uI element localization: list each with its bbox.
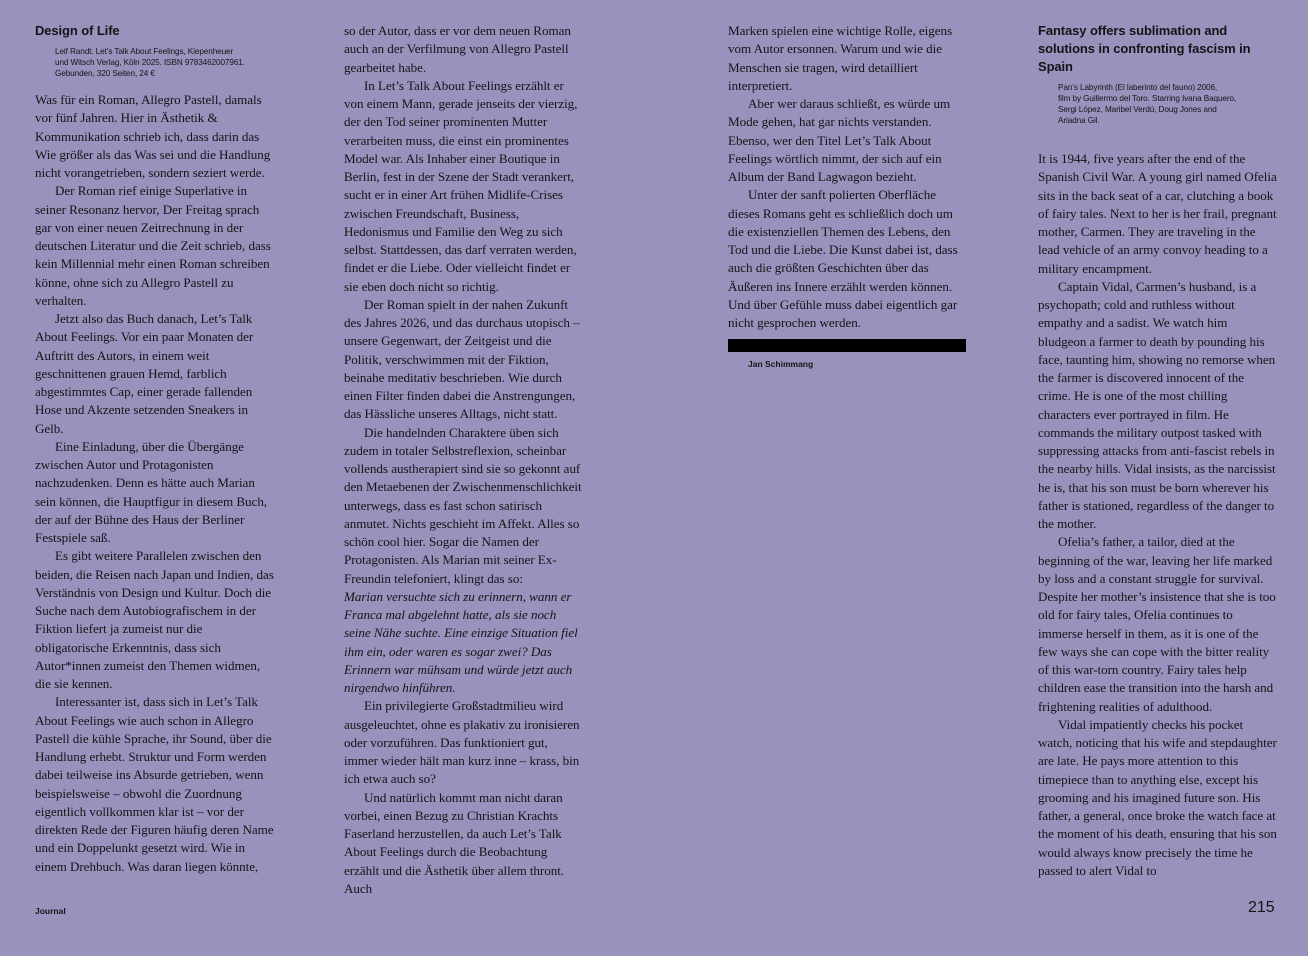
author-name: Jan Schimmang [748,359,814,370]
paragraph: Es gibt weitere Parallelen zwischen den beiden, die Reisen nach Japan und Indien, das Verständnis von Design und Kultur. Doch die Suche nach dem Autobiografischem in der Fiktion liefert ja zumeist nur die obligatorische Erkenntnis, dass sich Autor*innen zumeist den Themen widmen, die sie kennen. [35,548,274,691]
paragraph: Was für ein Roman, Allegro Pastell, damals vor fünf Jahren. Hier in Ästhetik & Kommunikation schrieb ich, dass darin das Wie größer als das Was sei und die Handlung nicht vorangetrieben, sondern seziert werde. [35,92,271,180]
column-2 [344,22,584,898]
article-body [344,22,584,898]
article-body [1038,150,1278,880]
block-quote: Marian versuchte sich zu erinnern, wann er Franca mal abgelehnt hatte, als sie noch seine Nähe suchte. Eine einzige Situation fiel ihm ein, oder waren es sogar zwei? Das Erinnern war mühsam und würde jetzt auch nirgendwo hinführen. [344,588,578,695]
paragraph: Unter der sanft polierten Oberfläche dieses Romans geht es schließlich doch um die existenziellen Themen des Lebens, den Tod und die Liebe. Die Kunst dabei ist, dass auch die größten Geschichten über das Äußeren ins Innere erzählt werden können. Und über Gefühle muss dabei eigentlich gar nicht gesprochen werden. [728,187,958,330]
paragraph: Ein privilegierte Großstadtmilieu wird ausgeleuchtet, ohne es plakativ zu ironisieren oder vorzuführen. Das funktioniert gut, immer wieder hält man kurz inne – krass, bin ich etwa auch so? [344,698,580,787]
paragraph: Jetzt also das Buch danach, Let’s Talk About Feelings. Vor ein paar Monaten der Auftritt des Autors, in einem weit geschnittenen grauen Hemd, farblich abgestimmtes Cap, einer gerade fallenden Hose und Akzente setzenden Sneakers in Gelb. [35,311,254,436]
article-heading: Design of Life [35,23,120,38]
article-body [728,22,966,332]
article-body [35,91,275,876]
paragraph: In Let’s Talk About Feelings erzählt er von einem Mann, gerade jenseits der vierzig, der den Tod seiner prominenten Mutter verarbeiten muss, die einst ein prominentes Model war. Als Inhaber einer Boutique in Berlin, fest in der Szene der Stadt verankert, sucht er in einer Art frühen Midlife-Crises zwischen Freundschaft, Business, Hedonismus und Familie den Weg zu sich selbst. Stattdessen, das darf verraten werden, findet er die Liebe. Oder vielleicht findet er sie eben doch nicht so richtig. [344,77,578,294]
paragraph: Und natürlich kommt man nicht daran vorbei, einen Bezug zu Christian Krachts Faserland herzustellen, da auch Let’s Talk About Feelings durch die Beobachtung erzählt und die Ästhetik über allem thront. Auch [344,789,565,896]
paragraph: Eine Einladung, über die Übergänge zwischen Autor und Protagonisten nachzudenken. Denn es hätte auch Marian sein können, die Hauptfigur in diesem Buch, der auf der Bühne des Haus der Berliner Festspiele saß. [35,438,268,545]
column-3 [728,22,966,369]
paragraph: It is 1944, five years after the end of the Spanish Civil War. A young girl named Ofelia sits in the back seat of a car, clutching a book of fairy tales. Next to her is her frail, pregnant mother, Carmen. They are traveling in the lead vehicle of an army convoy heading to a military encampment. [1038,151,1277,276]
paragraph: Ofelia’s father, a tailor, died at the beginning of the war, leaving her life marked by loss and a constant struggle for survival. Despite her mother’s insistence that she is too old for fairy tales, Ofelia continues to immerse herself in them, as it is one of the few ways she can cope with the bitter reality of this war-torn country. Fairy tales help children ease the transition into the harsh and frightening realities of adulthood. [1038,534,1276,714]
film-info: Pan’s Labyrinth (El laberinto del fauno) 2006, film by Guillermo del Toro. Starring Ivana Baquero, Sergi López, Maribel Verdú, Doug Jones and Ariadna Gil. [1058,83,1237,125]
paragraph: Captain Vidal, Carmen’s husband, is a psychopath; cold and ruthless without empathy and a sadist. We watch him bludgeon a farmer to death by pounding his face, taunting him, showing no remorse when the farmer is discovered innocent of the crime. He is one of the most chilling characters ever portrayed in film. He commands the military outpost tasked with suppressing attacks from anti-fascist rebels in the nearby hills. Vidal insists, as the narcissist he is, that his son must be born wherever his father is stationed, regardless of the danger to the mother. [1038,278,1276,531]
paragraph: Interessanter ist, dass sich in Let’s Talk About Feelings wie auch schon in Allegro Pastell die kühle Sprache, ihr Sound, über die Handlung erhebt. Struktur und Form werden dabei teilweise ins Absurde getrieben, wenn beispielsweise – obwohl die Zuordnung eigentlich vollkommen klar ist – vor der direkten Rede der Figuren häufig deren Name und ein Doppelunkt gesetzt wird. Wie in einem Drehbuch. Was daran liegen könnte, [35,694,274,874]
paragraph: Der Roman spielt in der nahen Zukunft des Jahres 2026, und das durchaus utopisch – unsere Gegenwart, der Zeitgeist und die Politik, verschwimmen mit der Fiktion, beinahe meditativ beschrieben. Wie durch einen Filter finden dabei die Anstrengungen, das Hässliche unseres Alltags, nicht statt. [344,296,580,422]
page-number: 215 [1248,899,1275,916]
author-bar [728,339,966,352]
paragraph: Vidal impatiently checks his pocket watch, noticing that his wife and stepdaughter are late. He pays more attention to this timepiece than to anything else, except his grooming and his imagined future son. His father, a general, once broke the watch face at the moment of his death, ensuring that his son would always know precisely the time he passed to alert Vidal to [1038,716,1277,878]
book-info: Leif Randt. Let’s Talk About Feelings, Kiepenheuer und Witsch Verlag, Köln 2025. ISBN 9783462007961. Gebunden, 320 Seiten, 24 € [55,47,245,78]
column-4 [1038,22,1278,880]
paragraph: so der Autor, dass er vor dem neuen Roman auch an der Verfilmung von Allegro Pastell gearbeitet habe. [344,23,571,75]
paragraph: Die handelnden Charaktere üben sich zudem in totaler Selbstreflexion, scheinbar vollends austherapiert sind sie so gekonnt auf den Metaebenen der Zwischenmenschlichkeit unterwegs, dass es fast schon satirisch anmutet. Nichts geschieht im Affekt. Alles so schön cool hier. Sogar die Namen der Protagonisten. Als Marian mit seiner Ex-Freundin telefoniert, klingt das so: [344,424,582,586]
paragraph: Marken spielen eine wichtige Rolle, eigens vom Autor ersonnen. Warum und wie die Menschen sie tragen, wird detailliert interpretiert. [728,23,953,93]
article-heading: Fantasy offers sublimation and solutions in confronting fascism in Spain [1038,23,1251,74]
column-1 [35,22,275,876]
section-label: Journal [35,906,66,916]
paragraph: Der Roman rief einige Superlative in seiner Resonanz hervor, Der Freitag sprach gar von einer neuen Zeitrechnung in der deutschen Literatur und die Zeit schrieb, dass kein Millennial mehr einen Roman schreiben könne, ohne sich zu Allegro Pastell zu verhalten. [35,183,271,308]
paragraph: Aber wer daraus schließt, es würde um Mode gehen, hat gar nichts verstanden. Ebenso, wer den Titel Let’s Talk About Feelings wörtlich nimmt, der sich auf ein Album der Band Lagwagon bezieht. [728,96,951,184]
